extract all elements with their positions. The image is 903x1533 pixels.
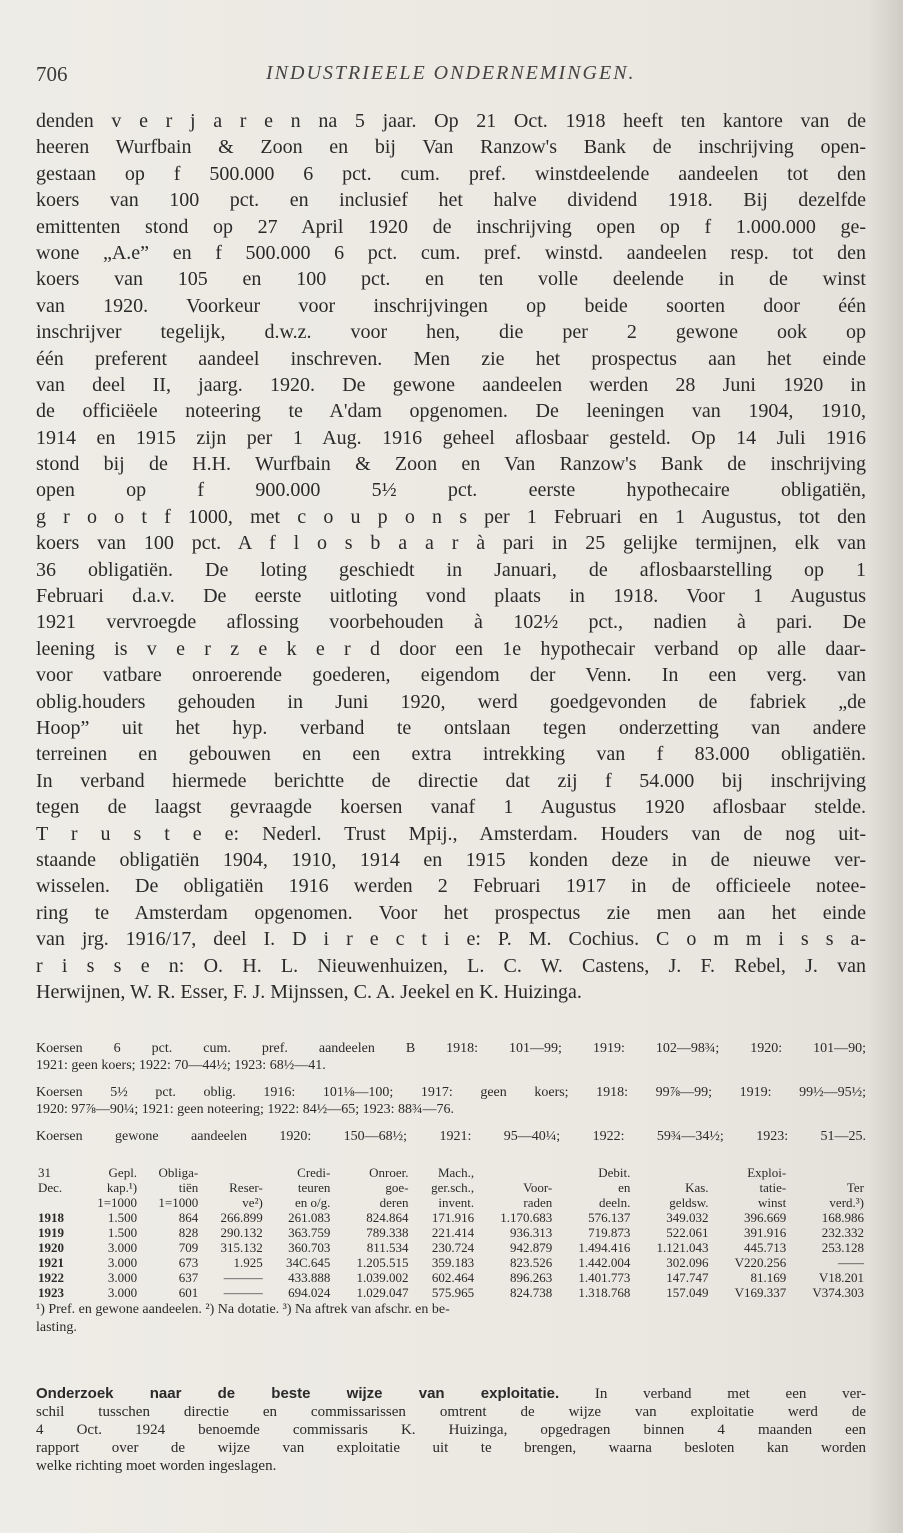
text-line: gestaan op f 500.000 6 pct. cum. pref. winstdeelende aandeelen tot den xyxy=(36,162,866,185)
koersen-oblig-line-1: Koersen 5½ pct. oblig. 1916: 101⅛—100; 1917: geen koers; 1918: 99⅞—99; 1919: 99½—95½; xyxy=(36,1085,866,1100)
text-line: stond bij de H.H. Wurfbain & Zoon en Van Ranzow's Bank de inschrijving xyxy=(36,453,866,476)
onderzoek-heading: Onderzoek naar de beste wijze van exploitatie. xyxy=(36,1385,560,1402)
onderzoek-line: 4 Oct. 1924 benoemde commissaris K. Huizinga, opgedragen binnen 4 maanden een xyxy=(36,1422,866,1438)
text-line: wone „A.e” en f 500.000 6 pct. cum. pref. winstd. aandeelen resp. tot den xyxy=(36,241,866,264)
table-footnote-cont: lasting. xyxy=(36,1320,77,1335)
text-line: 1914 en 1915 zijn per 1 Aug. 1916 geheel aflosbaar gesteld. Op 14 Juli 1916 xyxy=(36,426,866,449)
text-line: 36 obligatiën. De loting geschiedt in Januari, de aflosbaarstelling op 1 xyxy=(36,558,866,581)
onderzoek-line: rapport over de wijze van exploitatie uit te brengen, waarna besloten kan worden xyxy=(36,1440,866,1456)
text-line: van jrg. 1916/17, deel I. D i r e c t i e: P. M. Cochius. C o m m i s s a- xyxy=(36,928,866,951)
text-line: ring te Amsterdam opgenomen. Voor het prospectus zie men aan het einde xyxy=(36,901,866,924)
onderzoek-line: schil tusschen directie en commissarissen omtrent de wijze van exploitatie werd de xyxy=(36,1404,866,1420)
text-line: tegen de laagst gevraagde koersen vanaf 1 Augustus 1920 aflosbaar stelde. xyxy=(36,796,866,819)
text-line: Februari d.a.v. De eerste uitloting vond plaats in 1918. Voor 1 Augustus xyxy=(36,585,866,608)
text-line: voor vatbare onroerende goederen, eigendom der Venn. In een verg. van xyxy=(36,664,866,687)
balance-table-block xyxy=(36,1165,866,1336)
onderzoek-first-line xyxy=(36,1385,866,1403)
table-header-row: 31 Gepl. Obliga- Credi- Onroer. Mach., Debit. Exploi- xyxy=(38,1165,787,1180)
text-line: denden v e r j a r e n na 5 jaar. Op 21 Oct. 1918 heeft ten kantore van de xyxy=(36,110,866,132)
table-header-row: Dec. kap.¹) tiën Reser- teuren goe- ger.sch., Voor- en Kas. tatie- Ter xyxy=(38,1180,864,1195)
text-line: één preferent aandeel inschreven. Men zie het prospectus aan het einde xyxy=(36,347,866,370)
koersen-oblig-line-2: 1920: 97⅞—90¼; 1921: geen noteering; 1922: 84½—65; 1923: 88¾—76. xyxy=(36,1102,455,1117)
text-line: g r o o t f 1000, met c o u p o n s per 1 Februari en 1 Augustus, tot den xyxy=(36,505,866,528)
table-row: 1922 3.000 637 ——— 433.888 1.039.002 602.464 896.263 1.401.773 147.747 81.169 V18.201 xyxy=(38,1270,864,1285)
table-row: 1923 3.000 601 ——— 694.024 1.029.047 575.965 824.738 1.318.768 157.049 V169.337 V374.303 xyxy=(38,1285,864,1300)
text-line: inschrijver tegelijk, d.w.z. voor hen, die per 2 gewone ook op xyxy=(36,321,866,344)
text-line: van 1920. Voorkeur voor inschrijvingen op beide soorten door één xyxy=(36,294,866,317)
text-line: 1921 vervroegde aflossing voorbehouden à 102½ pct., nadien à pari. De xyxy=(36,611,866,634)
text-line: T r u s t e e: Nederl. Trust Mpij., Amsterdam. Houders van de nog uit- xyxy=(36,822,866,845)
text-line: heeren Wurfbain & Zoon en bij Van Ranzow's Bank de inschrijving open- xyxy=(36,136,866,159)
text-line: van deel II, jaarg. 1920. De gewone aandeelen werden 28 Juni 1920 in xyxy=(36,373,866,396)
text-line: emittenten stond op 27 April 1920 de inschrijving open op f 1.000.000 ge- xyxy=(36,215,866,238)
text-line: r i s s e n: O. H. L. Nieuwenhuizen, L. C. W. Castens, J. F. Rebel, J. van xyxy=(36,954,866,977)
text-line: wisselen. De obligatiën 1916 werden 2 Februari 1917 in de officieele notee- xyxy=(36,875,866,898)
text-line: In verband hiermede berichtte de directie dat zij f 54.000 bij inschrijving xyxy=(36,769,866,792)
onderzoek-section xyxy=(36,1385,866,1475)
onderzoek-first-line-rest: In verband met een ver- xyxy=(594,1386,866,1402)
running-title: INDUSTRIEELE ONDERNEMINGEN. xyxy=(266,62,636,84)
text-line: koers van 105 en 100 pct. en ten volle deelende in de winst xyxy=(36,268,866,291)
koersen-gewone-line: Koersen gewone aandeelen 1920: 150—68½; 1921: 95—40¼; 1922: 59¾—34½; 1923: 51—25. xyxy=(36,1129,866,1144)
text-line: koers van 100 pct. en inclusief het halve dividend 1918. Bij dezelfde xyxy=(36,189,866,212)
koersen-block xyxy=(36,1040,866,1145)
body-text xyxy=(36,108,866,1005)
table-footnote: ¹) Pref. en gewone aandeelen. ²) Na dotatie. ³) Na aftrek van afschr. en be- xyxy=(36,1302,450,1317)
text-line: de officiëele noteering te A'dam opgenomen. De leeningen van 1904, 1910, xyxy=(36,400,866,423)
koersen-pref-line-1: Koersen 6 pct. cum. pref. aandeelen B 1918: 101—99; 1919: 102—98¾; 1920: 101—90; xyxy=(36,1041,866,1056)
page-number: 706 xyxy=(36,62,68,86)
text-line: staande obligatiën 1904, 1910, 1914 en 1915 konden deze in de nieuwe ver- xyxy=(36,848,866,871)
table-header-row: 1=1000 1=1000 ve²) en o/g. deren invent. raden deeln. geldsw. winst verd.³) xyxy=(97,1195,864,1210)
table-row: 1920 3.000 709 315.132 360.703 811.534 230.724 942.879 1.494.416 1.121.043 445.713 253.128 xyxy=(38,1240,864,1255)
text-line: koers van 100 pct. A f l o s b a a r à pari in 25 gelijke termijnen, elk van xyxy=(36,532,866,555)
table-row: 1921 3.000 673 1.925 34C.645 1.205.515 359.183 823.526 1.442.004 302.096 V220.256 —— xyxy=(38,1255,864,1270)
table-row: 1918 1.500 864 266.899 261.083 824.864 171.916 1.170.683 576.137 349.032 396.669 168.986 xyxy=(38,1210,864,1225)
text-line: leening is v e r z e k e r d door een 1e hypothecair verband op alle daar- xyxy=(36,637,866,660)
table-row: 1919 1.500 828 290.132 363.759 789.338 221.414 936.313 719.873 522.061 391.916 232.332 xyxy=(38,1225,864,1240)
text-line-obligation-heading: open op f 900.000 5½ pct. eerste hypothecaire obligatiën, xyxy=(36,479,866,502)
balance-table xyxy=(36,1165,866,1300)
text-line: Hoop” uit het hyp. verband te ontslaan tegen onderzetting van andere xyxy=(36,716,866,739)
koersen-pref-line-2: 1921: geen koers; 1922: 70—44½; 1923: 68½—41. xyxy=(36,1058,326,1073)
page-header xyxy=(36,62,866,92)
text-line: terreinen en gebouwen en een extra intrekking van f 83.000 obligatiën. xyxy=(36,743,866,766)
onderzoek-line: welke richting moet worden ingeslagen. xyxy=(36,1458,277,1474)
text-line: oblig.houders gehouden in Juni 1920, werd goedgevonden de fabriek „de xyxy=(36,690,866,713)
text-line: Herwijnen, W. R. Esser, F. J. Mijnssen, C. A. Jeekel en K. Huizinga. xyxy=(36,980,582,1003)
